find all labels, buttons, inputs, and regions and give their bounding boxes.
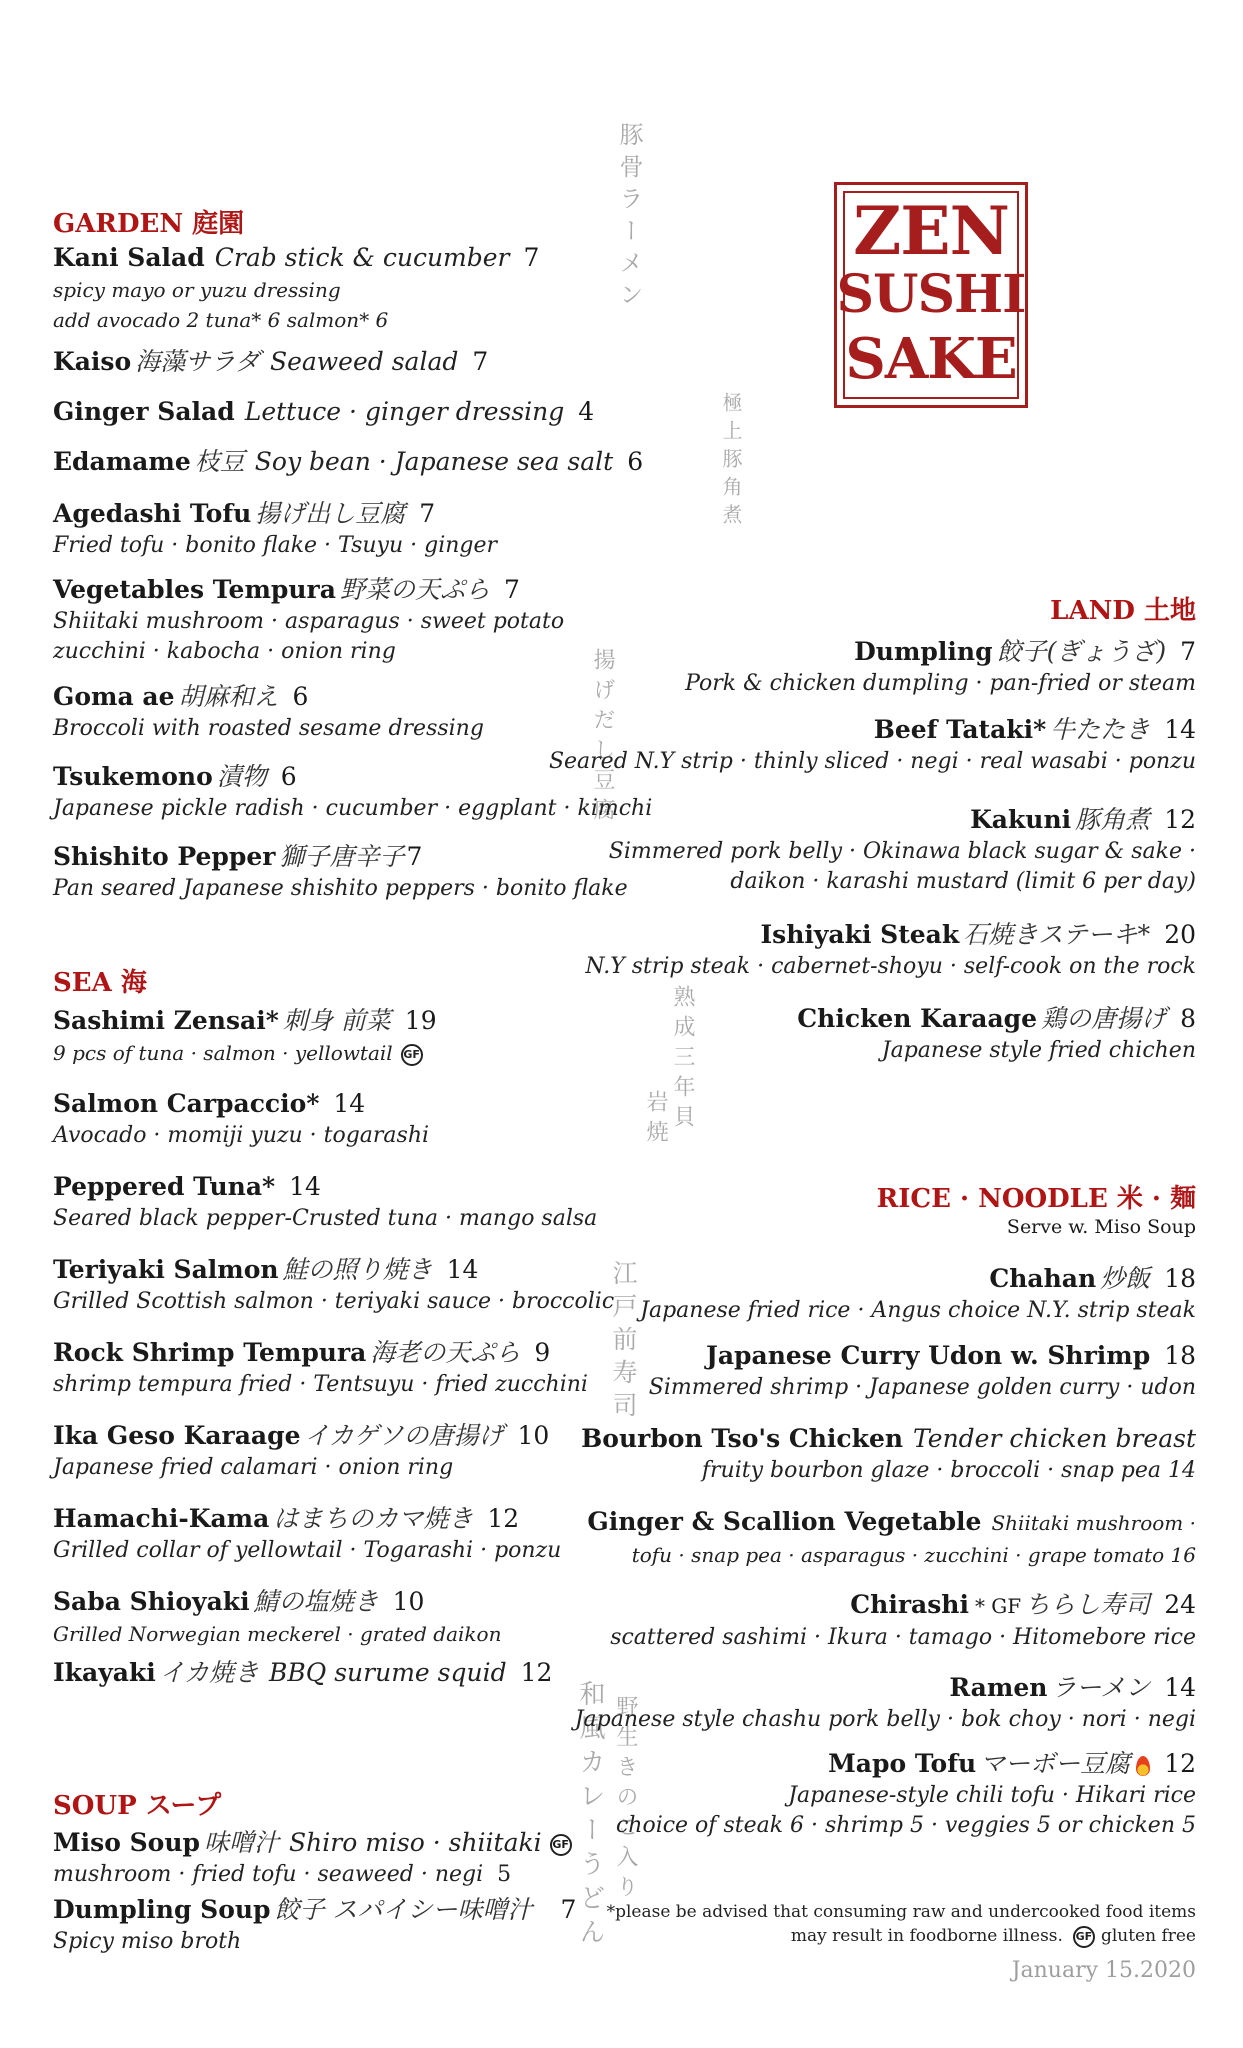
item-price: 14 [289, 1172, 321, 1201]
menu-item-agedashi-tofu [53, 497, 497, 561]
vertical-watermark-iwayaki: 岩焼 [643, 1090, 668, 1150]
item-name: Japanese Curry Udon w. Shrimp [705, 1341, 1151, 1370]
item-price: 6 [280, 762, 297, 791]
menu-item-bourbon-tsos-chicken [581, 1422, 1196, 1486]
item-desc: Grilled Scottish salmon · teriyaki sauce · broccolic [53, 1289, 615, 1314]
item-price: 24 [1164, 1590, 1196, 1619]
menu-item-edamame [53, 445, 643, 479]
item-jp-name: 餃子 スパイシー味噌汁 [274, 1895, 533, 1924]
vertical-watermark-aged-shell: 熟成三年貝 [670, 985, 695, 1135]
item-jp-name: マーボー豆腐 [980, 1749, 1131, 1778]
item-desc: spicy mayo or yuzu dressing [53, 278, 341, 302]
item-name: Kaiso [53, 347, 132, 376]
item-price: 4 [578, 397, 595, 426]
item-name: Dumpling [854, 637, 993, 666]
item-jp-name: 牛たたき [1050, 715, 1151, 744]
item-price: 14 [446, 1255, 479, 1284]
item-name: Kani Salad [53, 243, 205, 272]
item-jp-name: ちらし寿司 [1025, 1590, 1151, 1619]
item-desc: Pork & chicken dumpling · pan-fried or steam [685, 671, 1196, 696]
item-inline-desc: BBQ surume squid [269, 1658, 507, 1687]
item-desc: add avocado 2 tuna* 6 salmon* 6 [53, 308, 389, 332]
item-name: Ikayaki [53, 1658, 156, 1687]
item-desc: Avocado · momiji yuzu · togarashi [53, 1123, 430, 1148]
menu-item-vegetables-tempura [53, 573, 564, 667]
menu-item-chahan [640, 1262, 1196, 1326]
menu-item-sashimi-zensai [53, 1004, 437, 1068]
item-name: Salmon Carpaccio* [53, 1089, 320, 1118]
rice-noodle-section-title: RICE · NOODLE 米 · 麺 [876, 1184, 1196, 1214]
item-price: 7 [503, 575, 520, 604]
item-name: Dumpling Soup [53, 1895, 271, 1924]
item-name: Ginger Salad [53, 397, 235, 426]
item-name: Miso Soup [53, 1828, 201, 1857]
item-name: Edamame [53, 447, 191, 476]
item-desc: Broccoli with roasted sesame dressing [53, 716, 484, 741]
logo-line-sushi: SUSHI [836, 264, 1026, 325]
item-jp-name: 鮭の照り焼き [282, 1255, 433, 1284]
item-price: 14 [333, 1089, 366, 1118]
menu-item-kaiso [53, 345, 488, 379]
menu-item-japanese-curry-udon [649, 1339, 1196, 1403]
item-inline-desc: Shiitaki mushroom · [991, 1511, 1196, 1535]
item-price: 18 [1164, 1264, 1196, 1293]
item-price: 5 [497, 1862, 512, 1887]
item-jp-name: 餃子(ぎょうざ) [996, 637, 1167, 666]
item-name: Beef Tataki* [873, 715, 1047, 744]
gluten-free-label: gluten free [1100, 1926, 1196, 1946]
item-name: Ramen [949, 1673, 1048, 1702]
menu-item-ishiyaki-steak [585, 918, 1196, 982]
item-name: Goma ae [53, 682, 175, 711]
menu-item-ika-geso-karaage [53, 1419, 549, 1483]
item-jp-name: 獅子唐辛子 [279, 842, 405, 871]
item-name: Teriyaki Salmon [53, 1255, 279, 1284]
item-price: 18 [1164, 1341, 1196, 1370]
spicy-flame-icon [1136, 1756, 1150, 1776]
item-inline-desc: Lettuce · ginger dressing [244, 397, 565, 426]
zen-sushi-sake-logo [834, 182, 1028, 408]
item-price: 9 [534, 1338, 551, 1367]
vertical-watermark-agedashi: 揚げだし豆腐 [590, 648, 615, 828]
item-jp-name: 枝豆 [194, 447, 245, 476]
item-inline-desc: Shiro miso · shiitaki [289, 1828, 542, 1857]
menu-item-kani-salad [53, 241, 539, 335]
item-price: 6 [627, 447, 644, 476]
item-desc: Grilled Norwegian meckerel · grated daikon [53, 1622, 502, 1646]
item-desc: shrimp tempura fried · Tentsuyu · fried zucchini [53, 1372, 588, 1397]
item-price: 7 [472, 347, 489, 376]
menu-date: January 15.2020 [1011, 1958, 1196, 1983]
item-jp-name: 味噌汁 [204, 1828, 280, 1857]
item-desc: Simmered shrimp · Japanese golden curry · udon [648, 1375, 1196, 1400]
item-desc: Seared N.Y strip · thinly sliced · negi · real wasabi · ponzu [548, 749, 1196, 774]
item-name: Tsukemono [53, 762, 213, 791]
item-jp-name: 刺身 前菜 [282, 1006, 391, 1035]
item-desc: zucchini · kabocha · onion ring [53, 639, 396, 664]
item-desc: Shiitaki mushroom · asparagus · sweet potato [53, 609, 565, 634]
menu-item-hamachi-kama [53, 1502, 561, 1566]
item-desc-text: mushroom · fried tofu · seaweed · negi [53, 1862, 484, 1887]
item-price: 12 [1164, 1749, 1196, 1778]
rice-noodle-subtitle: Serve w. Miso Soup [1006, 1216, 1196, 1238]
item-jp-name: 漬物 [216, 762, 267, 791]
item-price: 12 [487, 1504, 520, 1533]
item-jp-name: 海老の天ぷら [370, 1338, 521, 1367]
gluten-free-icon: GF [1073, 1926, 1095, 1948]
item-price: 7 [419, 499, 436, 528]
item-name: Chicken Karaage [797, 1004, 1038, 1033]
menu-item-mapo-tofu [616, 1747, 1196, 1841]
menu-item-rock-shrimp-tempura [53, 1336, 588, 1400]
item-desc: Spicy miso broth [53, 1929, 242, 1954]
item-jp-name: イカゲソの唐揚げ [304, 1421, 504, 1450]
item-name: Agedashi Tofu [53, 499, 252, 528]
item-jp-name: 鶏の唐揚げ [1041, 1004, 1167, 1033]
item-price: 19 [404, 1006, 437, 1035]
item-inline-desc: Seaweed salad [269, 347, 459, 376]
item-desc: choice of steak 6 · shrimp 5 · veggies 5 or chicken 5 [615, 1813, 1196, 1838]
item-name: Vegetables Tempura [53, 575, 336, 604]
item-desc: fruity bourbon glaze · broccoli · snap pea 14 [701, 1458, 1196, 1483]
item-jp-name: イカ焼き [159, 1658, 260, 1687]
land-section-title: LAND 土地 [1050, 596, 1196, 626]
menu-item-teriyaki-salmon [53, 1253, 614, 1317]
menu-item-dumpling [685, 635, 1196, 699]
menu-item-kakuni [609, 803, 1196, 897]
item-jp-name: 鯖の塩焼き [253, 1587, 379, 1616]
item-jp-name: 揚げ出し豆腐 [255, 499, 406, 528]
menu-item-goma-ae [53, 680, 484, 744]
item-jp-name: 炒飯 [1100, 1264, 1151, 1293]
menu-item-ginger-scallion-vegetable [587, 1505, 1196, 1570]
menu-item-chicken-karaage [797, 1002, 1196, 1066]
notice-line-1: *please be advised that consuming raw and undercooked food items [606, 1902, 1196, 1922]
menu-item-ikayaki [53, 1656, 552, 1690]
item-desc: Japanese fried calamari · onion ring [53, 1455, 454, 1480]
item-desc: Pan seared Japanese shishito peppers · bonito flake [53, 876, 628, 901]
item-desc: Japanese pickle radish · cucumber · eggplant · kimchi [53, 796, 653, 821]
vertical-watermark-wild-mushroom: 野生きのこ入り [613, 1695, 638, 1905]
item-name: Sashimi Zensai* [53, 1006, 279, 1035]
item-inline-desc: Soy bean · Japanese sea salt [254, 447, 614, 476]
menu-item-dumpling-soup [53, 1893, 576, 1957]
notice-line-2 [607, 1924, 1196, 1948]
item-price: 20 [1164, 920, 1196, 949]
item-price: 7 [560, 1895, 577, 1924]
soup-section-title: SOUP スープ [53, 1791, 222, 1821]
item-price: 8 [1180, 1004, 1196, 1033]
menu-item-peppered-tuna [53, 1170, 597, 1234]
item-jp-name: はまちのカマ焼き [273, 1504, 474, 1533]
vertical-watermark-tonkotsu: 豚骨ラーメン [615, 122, 643, 314]
menu-item-beef-tataki [549, 713, 1196, 777]
item-desc: tofu · snap pea · asparagus · zucchini · grape tomato 16 [631, 1543, 1196, 1567]
item-price: 6 [292, 682, 309, 711]
item-desc-text: 9 pcs of tuna · salmon · yellowtail [53, 1041, 393, 1065]
item-jp-name: 海藻サラダ [135, 347, 260, 376]
item-desc: N.Y strip steak · cabernet-shoyu · self-cook on the rock [585, 954, 1196, 979]
chirashi-marks: * GF [974, 1594, 1022, 1618]
item-name: Ishiyaki Steak [760, 920, 960, 949]
item-jp-name: 胡麻和え [178, 682, 279, 711]
item-price: 10 [392, 1587, 425, 1616]
sea-section-title: SEA 海 [53, 968, 147, 998]
item-desc [53, 1038, 437, 1068]
item-price: 12 [1164, 805, 1196, 834]
logo-line-sake: SAKE [845, 326, 1017, 392]
item-desc: Seared black pepper-Crusted tuna · mango salsa [53, 1206, 598, 1231]
item-inline-desc: Tender chicken breast [913, 1424, 1196, 1453]
item-name: Rock Shrimp Tempura [53, 1338, 367, 1367]
item-jp-name: 野菜の天ぷら [339, 575, 490, 604]
item-jp-name: 石焼きステーキ* [963, 920, 1151, 949]
vertical-watermark-edomae: 江戸前寿司 [609, 1260, 638, 1425]
item-desc: Simmered pork belly · Okinawa black sugar & sake · [608, 839, 1196, 864]
item-price: 10 [517, 1421, 550, 1450]
item-desc: Fried tofu · bonito flake · Tsuyu · ginger [53, 533, 498, 558]
item-name: Mapo Tofu [828, 1749, 977, 1778]
menu-item-salmon-carpaccio [53, 1087, 429, 1151]
notice-line-2-text: may result in foodborne illness. [790, 1926, 1063, 1946]
item-inline-desc: Crab stick & cucumber [214, 243, 510, 272]
menu-item-ramen [575, 1671, 1196, 1735]
menu-item-ginger-salad [53, 395, 594, 429]
item-desc: Japanese style chashu pork belly · bok choy · nori · negi [574, 1707, 1196, 1732]
item-name: Shishito Pepper [53, 842, 276, 871]
item-name: Peppered Tuna* [53, 1172, 276, 1201]
menu-item-shishito-pepper [53, 840, 628, 904]
item-price: 12 [520, 1658, 553, 1687]
gluten-free-icon: GF [401, 1044, 423, 1066]
item-name: Chirashi [850, 1590, 969, 1619]
item-jp-name: 豚角煮 [1075, 805, 1151, 834]
item-desc [53, 1860, 572, 1890]
menu-item-saba-shioyaki [53, 1585, 501, 1649]
logo-line-zen: ZEN [853, 192, 1009, 270]
item-price: 14 [1164, 715, 1196, 744]
item-price: 14 [1164, 1673, 1196, 1702]
item-name: Ginger & Scallion Vegetable [587, 1507, 982, 1536]
item-name: Saba Shioyaki [53, 1587, 250, 1616]
menu-item-chirashi [610, 1588, 1196, 1653]
item-desc: Grilled collar of yellowtail · Togarashi · ponzu [53, 1538, 562, 1563]
item-name: Kakuni [970, 805, 1072, 834]
vertical-watermark-kakuni: 極上豚角煮 [719, 392, 743, 532]
item-desc: scattered sashimi · Ikura · tamago · Hitomebore rice [610, 1625, 1196, 1650]
item-price: 7 [523, 243, 540, 272]
item-price: 7 [406, 842, 423, 871]
gluten-free-icon: GF [550, 1834, 572, 1856]
menu-item-miso-soup [53, 1826, 572, 1890]
item-jp-name: ラーメン [1051, 1673, 1151, 1702]
item-name: Chahan [989, 1264, 1097, 1293]
item-price: 7 [1180, 637, 1196, 666]
item-name: Ika Geso Karaage [53, 1421, 301, 1450]
food-safety-notice [607, 1900, 1196, 1948]
vertical-watermark-curry-udon: 和風カレーうどん [575, 1680, 605, 1952]
item-desc: Japanese style fried chichen [881, 1038, 1196, 1063]
item-name: Bourbon Tso's Chicken [581, 1424, 904, 1453]
garden-section-title: GARDEN 庭園 [53, 209, 245, 239]
item-desc: Japanese-style chili tofu · Hikari rice [788, 1783, 1196, 1808]
item-name: Hamachi-Kama [53, 1504, 270, 1533]
item-desc: daikon · karashi mustard (limit 6 per day) [730, 869, 1196, 894]
item-desc: Japanese fried rice · Angus choice N.Y. strip steak [640, 1298, 1196, 1323]
